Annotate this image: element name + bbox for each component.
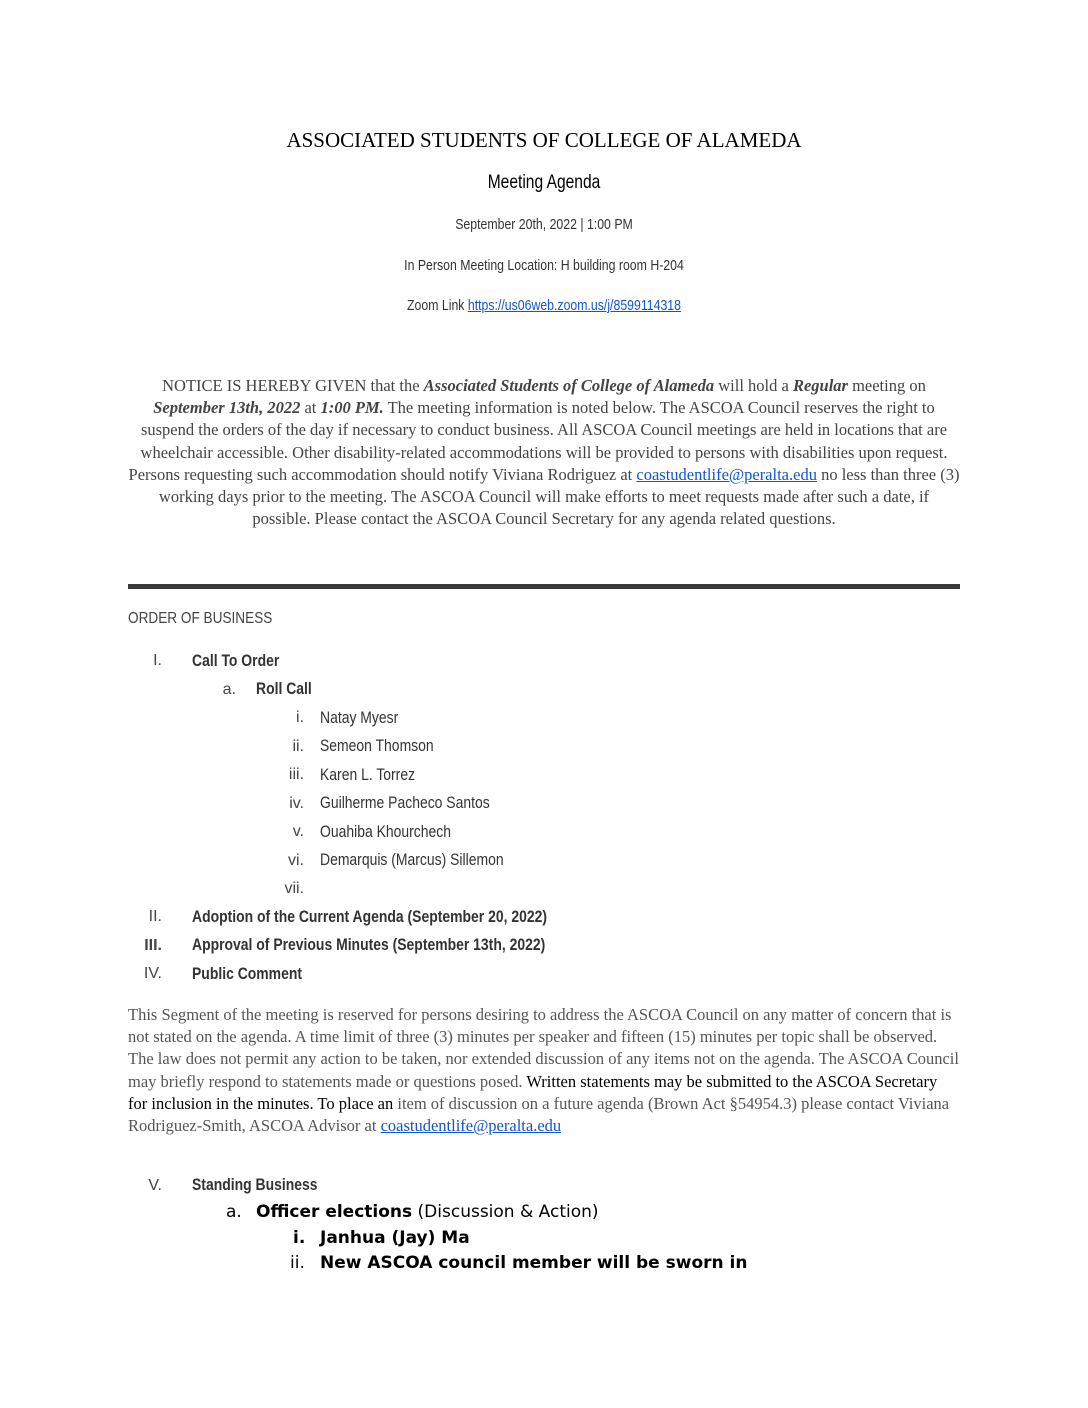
notice-text: at bbox=[300, 398, 321, 418]
agenda-number: IV. bbox=[143, 965, 162, 982]
agenda-item-officer-elections bbox=[256, 1202, 599, 1222]
public-comment-email-link[interactable]: coastudentlife@peralta.edu bbox=[380, 1116, 562, 1136]
roll-name: Semeon Thomson bbox=[320, 736, 434, 755]
agenda-item-call-to-order: Call To Order bbox=[192, 651, 280, 670]
roll-number: iv. bbox=[289, 795, 304, 812]
roll-name: Karen L. Torrez bbox=[320, 765, 416, 784]
meeting-location: In Person Meeting Location: H building room H-204 bbox=[404, 257, 684, 274]
notice-date: September 13th, 2022 bbox=[153, 398, 301, 418]
sub-item-text: Janhua (Jay) Ma bbox=[320, 1228, 470, 1248]
agenda-number: V. bbox=[148, 1177, 162, 1194]
public-comment-text: This Segment of the meeting is reserved for persons desiring to address the ASCOA Council on any matter of concern that is not stated on the agenda. A time limit of three (3) minutes per speaker and fifteen (15) minutes per topic shall be observed. The law does not permit any action to be taken, nor extended discussion of any items not on the agenda. The ASCOA Council may briefly respond to statements made or questions posed. bbox=[128, 1005, 959, 1091]
notice-email-link[interactable]: coastudentlife@peralta.edu bbox=[636, 464, 817, 484]
zoom-link[interactable]: https://us06web.zoom.us/j/8599114318 bbox=[467, 297, 681, 314]
notice-time: 1:00 PM. bbox=[320, 398, 384, 418]
agenda-item-adoption: Adoption of the Current Agenda (September 20, 2022) bbox=[192, 907, 548, 926]
roll-name: Demarquis (Marcus) Sillemon bbox=[320, 850, 504, 869]
agenda-number: III. bbox=[144, 937, 162, 954]
roll-number: v. bbox=[292, 823, 304, 840]
notice-meeting-type: Regular bbox=[792, 376, 848, 395]
agenda-number: II. bbox=[148, 908, 162, 925]
document-subtitle: Meeting Agenda bbox=[487, 172, 601, 193]
notice-text: NOTICE IS HEREBY GIVEN that the bbox=[162, 376, 424, 395]
notice-text: will hold a bbox=[714, 376, 793, 395]
agenda-letter: a. bbox=[226, 1202, 242, 1222]
agenda-letter: a. bbox=[222, 681, 236, 698]
roll-number: ii. bbox=[292, 738, 304, 755]
public-comment-text: Written statements may be submitted to the ASCOA Secretary for inclusion in the minutes. To place an bbox=[128, 1071, 938, 1113]
roll-number: iii. bbox=[288, 766, 304, 783]
order-of-business-heading: ORDER OF BUSINESS bbox=[128, 610, 273, 627]
zoom-line bbox=[98, 297, 990, 314]
sub-item-text: New ASCOA council member will be sworn in bbox=[320, 1253, 748, 1273]
zoom-label: Zoom Link bbox=[407, 297, 465, 314]
roll-number: vii. bbox=[284, 880, 304, 897]
public-comment-paragraph bbox=[128, 1004, 960, 1137]
agenda-item-approval: Approval of Previous Minutes (September 13th, 2022) bbox=[192, 935, 546, 954]
notice-paragraph bbox=[128, 375, 960, 530]
section-divider bbox=[128, 584, 960, 589]
document-title: ASSOCIATED STUDENTS OF COLLEGE OF ALAMEDA bbox=[286, 128, 802, 152]
agenda-item-roll-call: Roll Call bbox=[256, 679, 312, 698]
notice-org: Associated Students of College of Alameda bbox=[423, 376, 715, 395]
meeting-date-time: September 20th, 2022 | 1:00 PM bbox=[455, 216, 633, 233]
sub-item-number: ii. bbox=[290, 1253, 305, 1273]
public-comment-text: item of discussion on a future agenda (Brown Act §54954.3) please contact Viviana Rodriguez-Smith, ASCOA Advisor at bbox=[128, 1093, 950, 1136]
notice-text: meeting on bbox=[847, 376, 926, 395]
officer-elections-label: Officer elections bbox=[256, 1202, 413, 1222]
roll-name: Ouahiba Khourchech bbox=[320, 822, 451, 841]
notice-text: The meeting information is noted below. The ASCOA Council reserves the right to suspend the orders of the day if necessary to conduct business. All ASCOA Council meetings are held in locations that are wheelchair accessible. Other disability-related accommodations will be provided to persons with disabilities upon request. Persons requesting such accommodation should notify Viviana Rodriguez at bbox=[128, 398, 948, 484]
notice-text: no less than three (3) working days prior to the meeting. The ASCOA Council will make efforts to meet requests made after such a date, if possible. Please contact the ASCOA Council Secretary for any agenda related questions. bbox=[158, 464, 960, 529]
agenda-number: I. bbox=[153, 652, 162, 669]
roll-number: vi. bbox=[288, 852, 304, 869]
roll-number: i. bbox=[296, 709, 304, 726]
roll-name: Guilherme Pacheco Santos bbox=[320, 793, 490, 812]
officer-elections-note: (Discussion & Action) bbox=[412, 1202, 599, 1222]
sub-item-number: i. bbox=[293, 1228, 306, 1248]
roll-name: Natay Myesr bbox=[320, 708, 399, 727]
agenda-item-public-comment: Public Comment bbox=[192, 964, 302, 983]
agenda-item-standing-business: Standing Business bbox=[192, 1175, 318, 1194]
